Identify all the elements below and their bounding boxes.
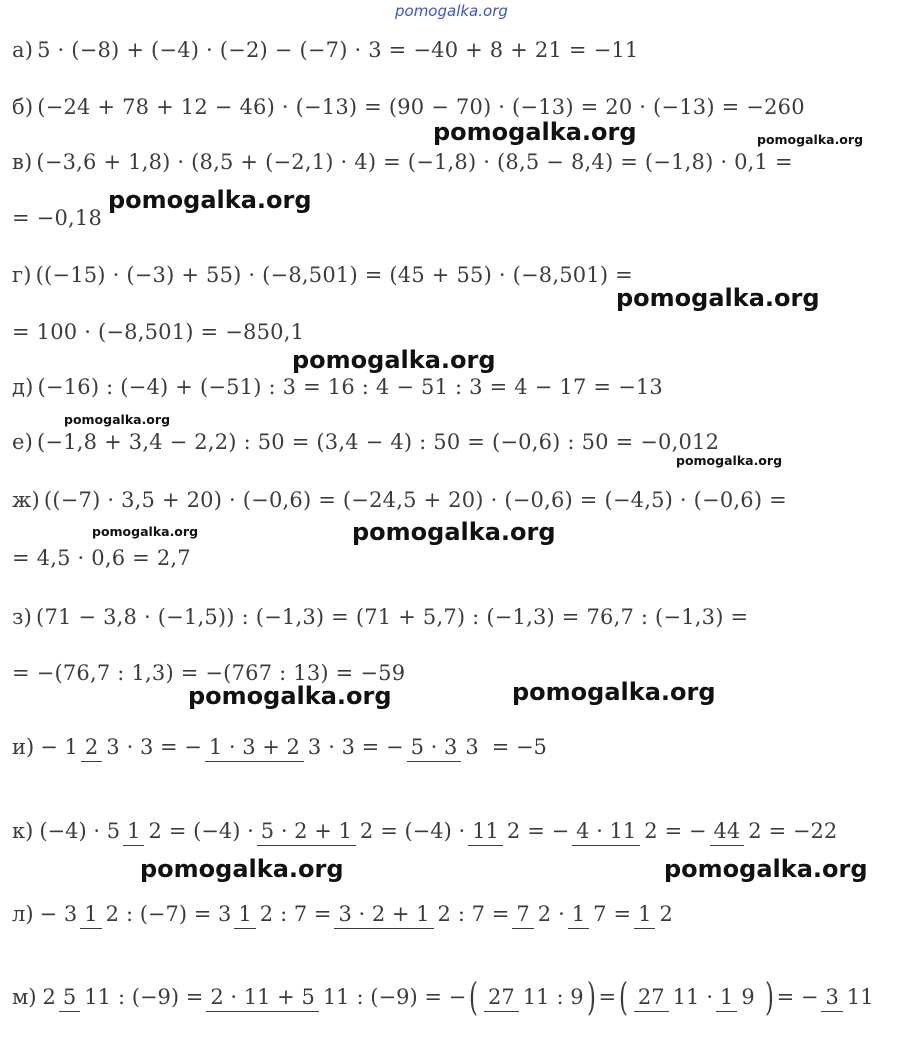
item-label: м) [12,985,37,1009]
fraction: 5 11 [59,984,115,1010]
fraction: 7 2 [512,901,555,927]
watermark: pomogalka.org [616,284,820,312]
solution-b [12,95,805,119]
watermark: pomogalka.org [140,855,344,883]
expr-part: : (−7) = 3 [125,902,232,926]
expr-part: (−4) · 5 [39,819,121,843]
fraction: 4 · 11 2 [572,818,661,844]
item-label: д) [12,375,34,399]
fraction: 1 · 3 + 2 3 [205,734,325,760]
solution-m [12,962,881,1032]
solution-z-line1 [12,605,748,629]
watermark: pomogalka.org [108,186,312,214]
expr-part: 2 [42,985,56,1009]
solution-d [12,375,663,399]
expr-part: = − [776,985,819,1009]
expr-part: · 3 = − [328,735,404,759]
expression: = −0,18 [12,206,103,230]
expr-part: = (−4) · [168,819,254,843]
watermark: pomogalka.org [433,118,637,146]
expr-part: = −22 [768,819,838,843]
fraction: 1 2 [123,818,166,844]
expr-part: = [598,985,617,1009]
expr-part: : 7 = [457,902,510,926]
fraction: 2 3 [81,734,124,760]
expression: (−16) : (−4) + (−51) : 3 = 16 : 4 − 51 : 3 = 4 − 17 = −13 [37,375,663,399]
fraction: 3 · 2 + 1 2 [334,901,454,927]
item-label: ж) [12,488,40,512]
solution-i [12,712,547,782]
solution-e [12,430,719,454]
expr-part: = −5 [491,735,547,759]
expression: (71 − 3,8 · (−1,5)) : (−1,3) = (71 + 5,7) : (−1,3) = 76,7 : (−1,3) = [36,605,749,629]
fraction: 2 · 11 + 5 11 [206,984,353,1010]
watermark: pomogalka.org [664,855,868,883]
watermark: pomogalka.org [757,132,864,147]
paren-open: ( [619,975,628,1019]
expr-part: · [706,985,714,1009]
fraction: 44 2 [710,818,766,844]
item-label: г) [12,263,32,287]
expression: ((−7) · 3,5 + 20) · (−0,6) = (−24,5 + 20) · (−0,6) = (−4,5) · (−0,6) = [43,488,787,512]
expr-part: = (−4) · [380,819,466,843]
expression: = −(76,7 : 1,3) = −(767 : 13) = −59 [12,661,406,685]
fraction: 1 7 [568,901,611,927]
item-label: з) [12,605,33,629]
solution-zh-line2 [12,546,191,570]
solution-g-line1 [12,263,633,287]
expression: ((−15) · (−3) + 55) · (−8,501) = (45 + 55) · (−8,501) = [35,263,633,287]
paren-close: ) [764,975,774,1019]
fraction: 27 11 [634,984,703,1010]
item-label: в) [12,150,33,174]
watermark: pomogalka.org [512,678,716,706]
solution-g-line2 [12,320,304,344]
expr-part: = − [527,819,570,843]
watermark: pomogalka.org [352,518,556,546]
expr-part: : (−9) = − [356,985,467,1009]
watermark: pomogalka.org [64,412,171,427]
fraction: 1 9 [716,984,759,1010]
expression: = 100 · (−8,501) = −850,1 [12,320,305,344]
item-label: а) [12,38,34,62]
item-label: б) [12,95,34,119]
solution-a [12,38,639,62]
expr-part: : 9 [556,985,584,1009]
expr-part: = − [664,819,707,843]
item-label: л) [12,902,34,926]
solution-v-line2 [12,206,102,230]
expr-part: − 1 [40,735,78,759]
watermark-top: pomogalka.org [395,2,508,20]
watermark: pomogalka.org [188,682,392,710]
fraction: 27 11 [484,984,553,1010]
expr-part: : 7 = [280,902,332,926]
fraction: 1 2 [634,901,677,927]
watermark: pomogalka.org [92,524,199,539]
expression: (−1,8 + 3,4 − 2,2) : 50 = (3,4 − 4) : 50 = (−0,6) : 50 = −0,012 [37,430,720,454]
fraction: 5 · 3 3 [407,734,483,760]
expression: 5 · (−8) + (−4) · (−2) − (−7) · 3 = −40 + 8 + 21 = −11 [37,38,639,62]
fraction: 1 2 [234,901,277,927]
fraction: 5 · 2 + 1 2 [257,818,377,844]
expression: = 4,5 · 0,6 = 2,7 [12,546,191,570]
fraction: 3 11 [821,984,877,1010]
solution-v-line1 [12,150,793,174]
solution-l [12,879,680,949]
paren-open: ( [469,975,479,1019]
fraction: 1 2 [80,901,123,927]
item-label: и) [12,735,35,759]
expression: (−24 + 78 + 12 − 46) · (−13) = (90 − 70) · (−13) = 20 · (−13) = −260 [37,95,805,119]
expr-part: : (−9) = [118,985,204,1009]
expression: (−3,6 + 1,8) · (8,5 + (−2,1) · 4) = (−1,8) · (8,5 − 8,4) = (−1,8) · 0,1 = [36,150,793,174]
item-label: е) [12,430,34,454]
fraction: 11 2 [468,818,524,844]
watermark: pomogalka.org [676,453,783,468]
paren-close: ) [586,975,596,1019]
expr-part: − 3 [39,902,78,926]
watermark: pomogalka.org [292,346,496,374]
solution-zh-line1 [12,488,787,512]
expr-part: = [613,902,632,926]
item-label: к) [12,819,34,843]
expr-part: · 3 = − [126,735,202,759]
expr-part: · [558,902,565,926]
